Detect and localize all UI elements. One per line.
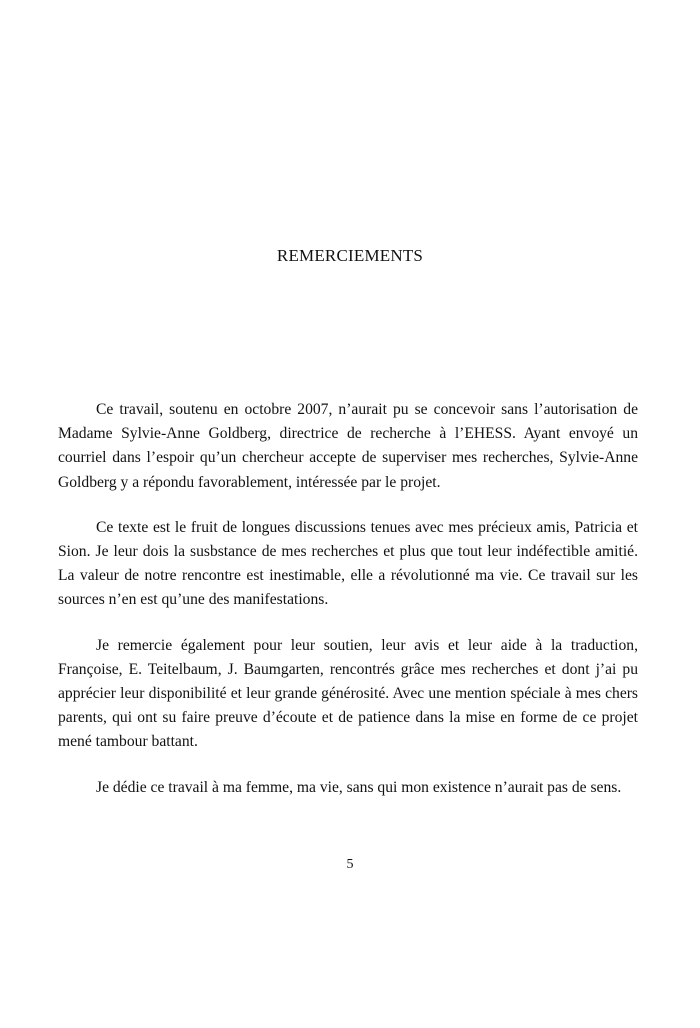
page-title: REMERCIEMENTS xyxy=(276,246,424,265)
paragraph-1: Ce travail, soutenu en octobre 2007, n’aurait pu se concevoir sans l’autorisation de Madame Sylvie-Anne Goldberg, directrice de recherche à l’EHESS. Ayant envoyé un courriel dans l’espoir qu’un chercheur accepte de superviser mes recherches, Sylvie-Anne Goldberg y a répondu favorablement, intéressée par le projet. xyxy=(58,401,638,491)
paragraph-2: Ce texte est le fruit de longues discussions tenues avec mes précieux amis, Patricia et Sion. Je leur dois la susbstance de mes recherches et plus que tout leur indéfectible amitié. La valeur de notre rencontre est inestimable, elle a révolutionné ma vie. Ce travail sur les sources n’en est qu’une des manifestations. xyxy=(58,518,638,609)
page-number: 5 xyxy=(346,857,354,872)
acknowledgements-body xyxy=(58,398,638,821)
paragraph-3: Je remercie également pour leur soutien, leur avis et leur aide à la traduction, Françoise, E. Teitelbaum, J. Baumgarten, rencontrés grâce mes recherches et dont j’ai pu apprécier leur disponibilité et leur grande générosité. Avec une mention spéciale à mes chers parents, qui ont su faire preuve d’écoute et de patience dans la mise en forme de ce projet mené tambour battant. xyxy=(58,636,638,751)
paragraph-4: Je dédie ce travail à ma femme, ma vie, sans qui mon existence n’aurait pas de sens. xyxy=(96,778,622,796)
